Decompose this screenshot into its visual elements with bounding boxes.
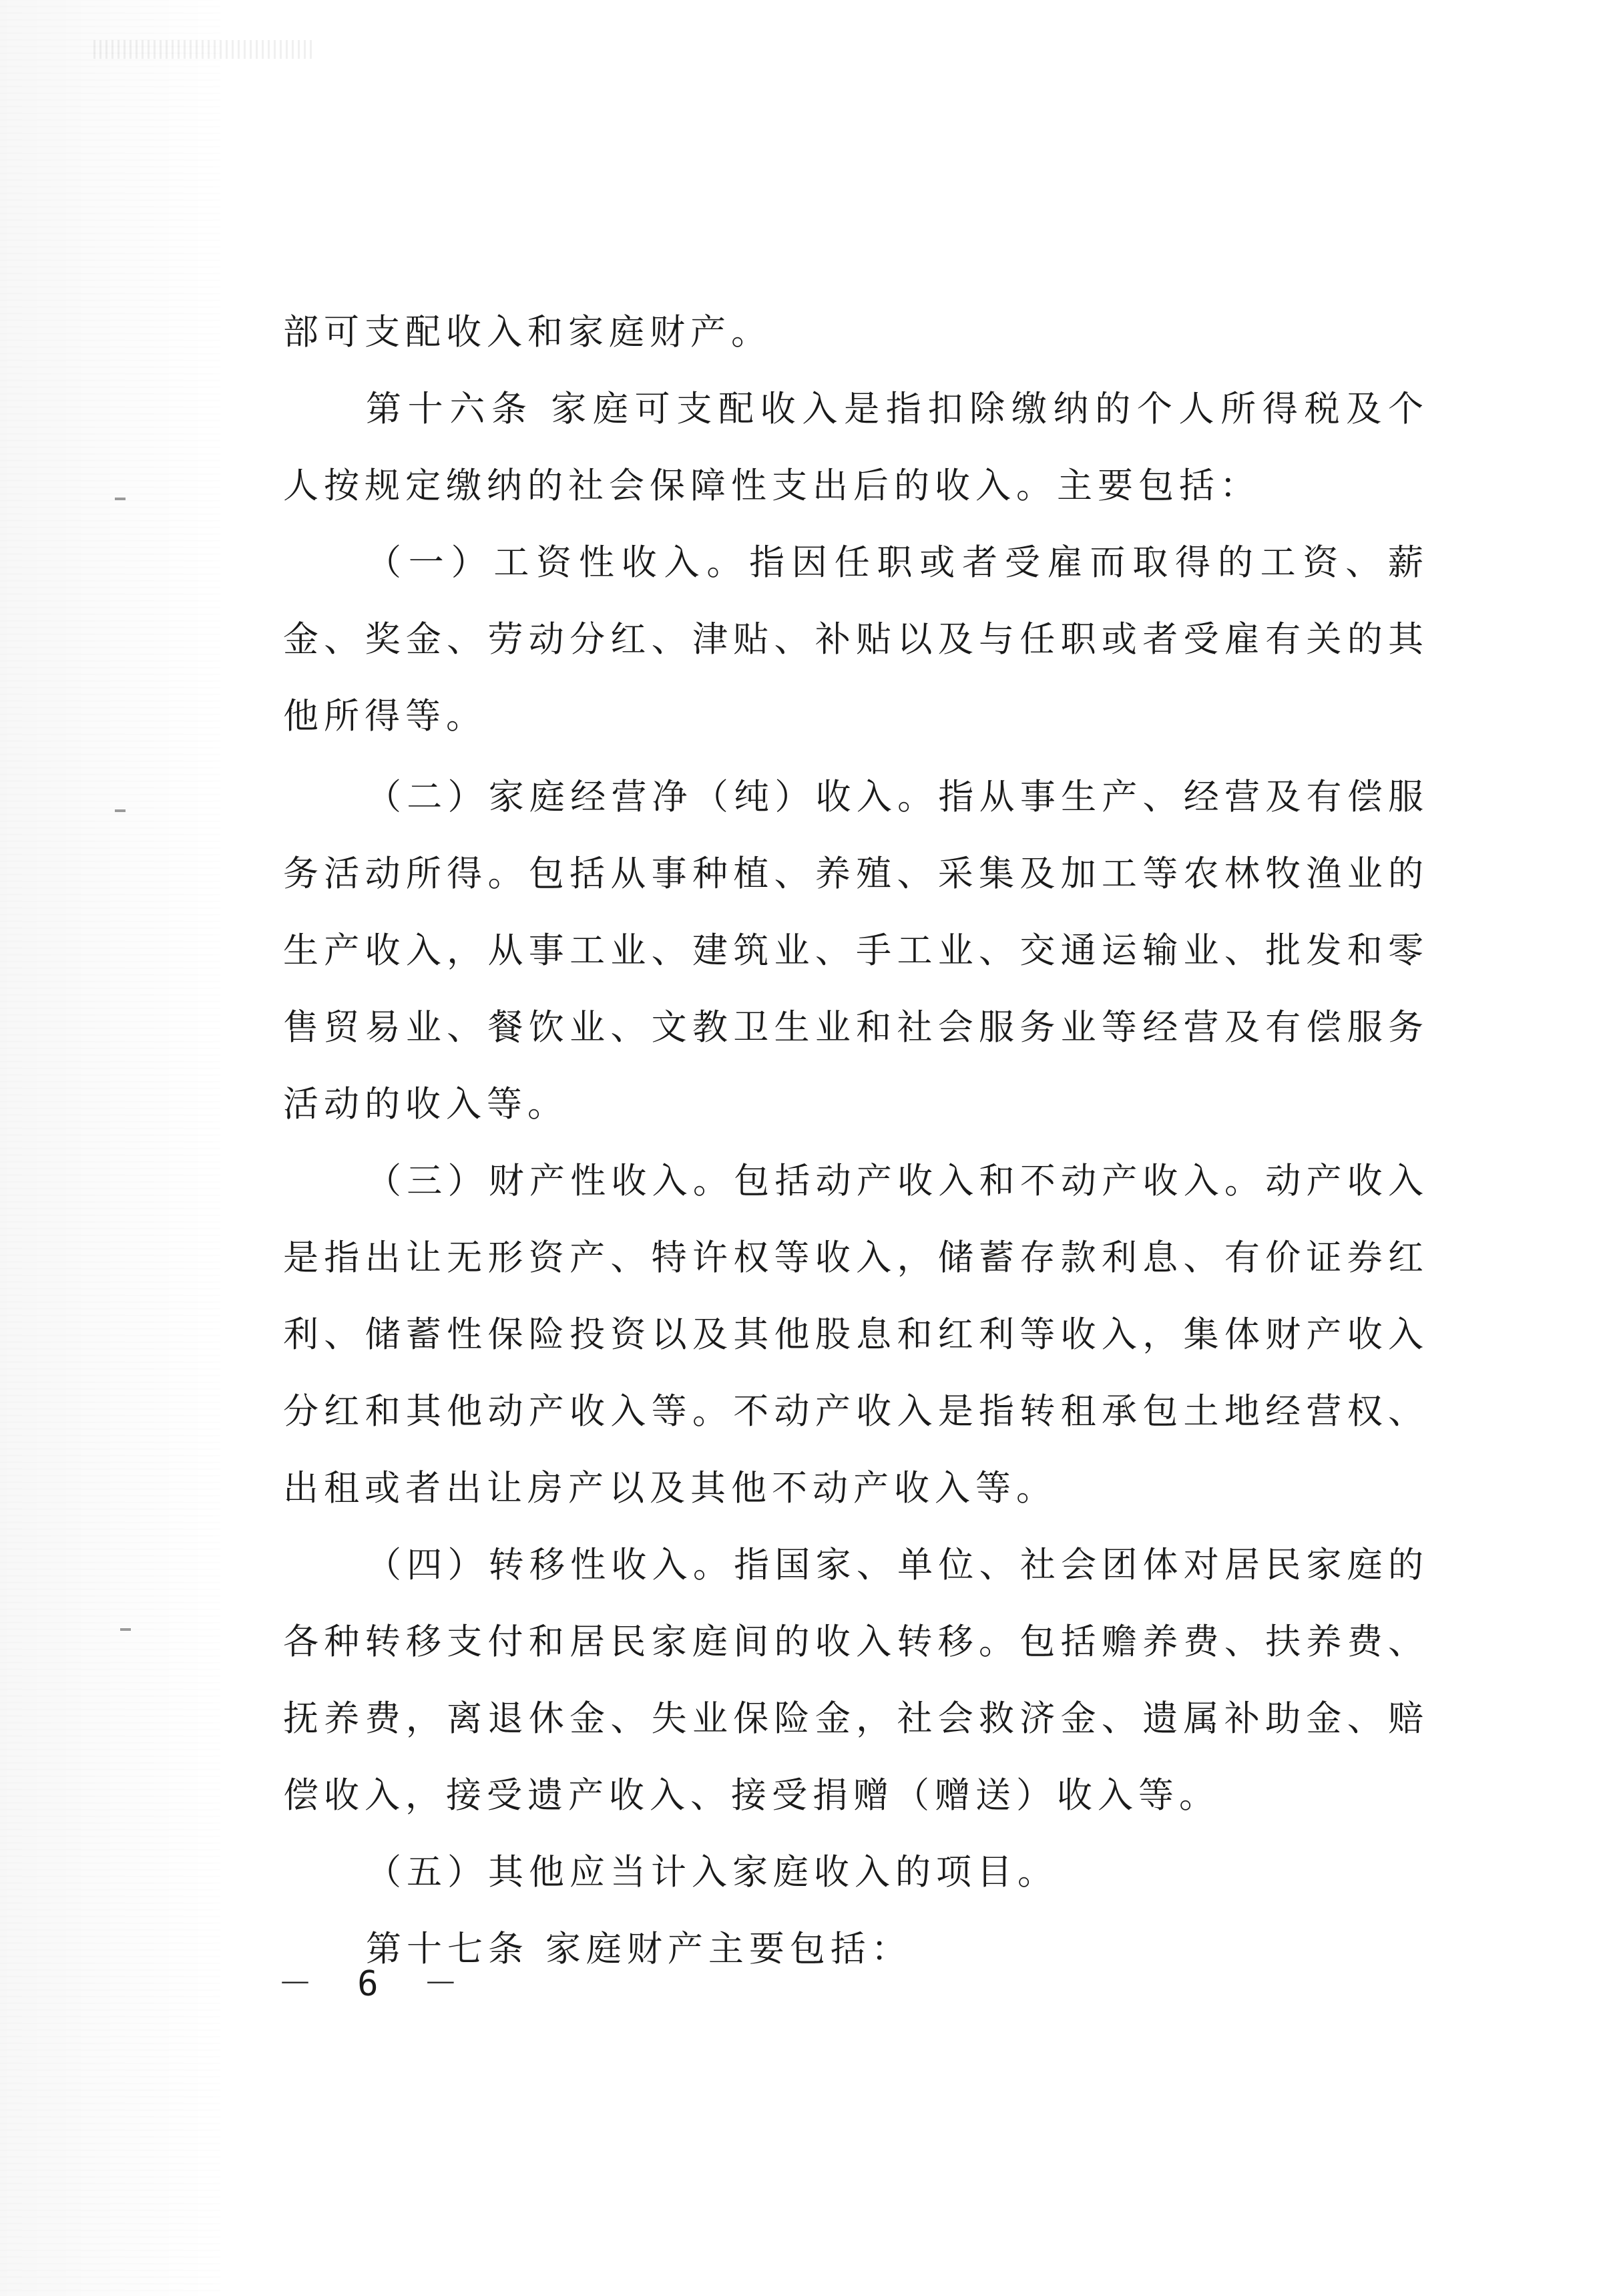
scan-noise-left: [0, 0, 220, 2296]
page-number: － 6 －: [278, 1964, 470, 2004]
paragraph-article-17: 第十七条 家庭财产主要包括：: [366, 1929, 912, 1969]
paragraph-article-16: 第十六条 家庭可支配收入是指扣除缴纳的个人所得税及个人按规定缴纳的社会保障性支出后的收入。主要包括：: [283, 389, 1429, 506]
paragraph-item-2: （二）家庭经营净（纯）收入。指从事生产、经营及有偿服务活动所得。包括从事种植、养殖、采集及加工等农林牧渔业的生产收入，从事工业、建筑业、手工业、交通运输业、批发和零售贸易业、餐饮业、文教卫生业和社会服务业等经营及有偿服务活动的收入等。: [283, 777, 1429, 1125]
paragraph-continuation: 部可支配收入和家庭财产。: [283, 312, 772, 353]
paragraph-item-5: （五）其他应当计入家庭收入的项目。: [366, 1852, 1058, 1893]
document-body: [283, 294, 1429, 1987]
paragraph-item-1: （一）工资性收入。指因任职或者受雇而取得的工资、薪金、奖金、劳动分红、津贴、补贴以及与任职或者受雇有关的其他所得等。: [283, 542, 1429, 737]
scan-mark: [120, 1628, 131, 1631]
scan-noise-top: [93, 40, 314, 59]
paragraph-item-3: （三）财产性收入。包括动产收入和不动产收入。动产收入是指出让无形资产、特许权等收入，储蓄存款利息、有价证券红利、储蓄性保险投资以及其他股息和红利等收入，集体财产收入分红和其他动产收入等。不动产收入是指转租承包土地经营权、出租或者出让房产以及其他不动产收入等。: [283, 1161, 1429, 1509]
scan-mark: [115, 498, 126, 500]
scan-mark: [115, 809, 126, 812]
paragraph-item-4: （四）转移性收入。指国家、单位、社会团体对居民家庭的各种转移支付和居民家庭间的收入转移。包括赡养费、扶养费、抚养费，离退休金、失业保险金，社会救济金、遗属补助金、赔偿收入，接受遗产收入、接受捐赠（赠送）收入等。: [283, 1545, 1429, 1816]
